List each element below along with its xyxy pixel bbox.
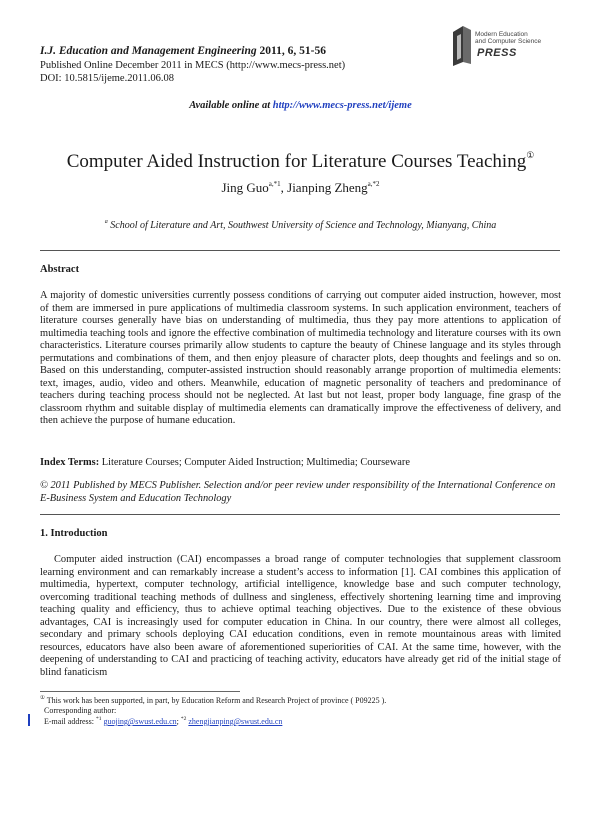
available-prefix: Available online at [189,100,271,111]
support-footnote [40,695,386,705]
author-name: Jing Guo [221,180,269,195]
email-link-1[interactable]: guojing@swust.edu.cn [103,717,177,726]
journal-header [40,45,326,57]
index-terms [40,457,561,470]
divider [40,514,560,515]
available-online [0,100,601,111]
abstract-text: A majority of domestic universities currently possess conditions of carrying out computer aided instruction, however, most of them are immersed in pure applications of multimedia classroom systems. In such application environment, teachers of literature courses generally have bias on understanding of multimedia, thus they pay more attentions to application of multimedia teaching tools and ignore the effective combination of multimedia technology and literature courses with its own characteristics. Literature courses primarily allow students to capture the beauty of Chinese language and its styles through permutations and combinations of them, and then enjoy pleasure of character plots, deep thoughts and feelings and so on. Based on this understanding, computer-assisted instruction should reasonably arrange proportion of multimedia elements: text, images, audio, video and others. Meanwhile, education of magnetic personality of teachers and predominance of teachers during teaching process should not be neglected. At last but not least, proper body language, fine grasp of the classroom rhythm and suitable display of multimedia elements can dramatically improve the effectiveness of delivery, and then achieve the purpose of humane education. [40,290,561,426]
logo-press: PRESS [477,47,517,59]
introduction-heading: 1. Introduction [40,528,108,539]
index-terms-text: Literature Courses; Computer Aided Instruction; Multimedia; Courseware [101,457,410,468]
divider [40,250,560,251]
affiliation-text: School of Literature and Art, Southwest University of Science and Technology, Mianyang, China [110,220,497,231]
email-line: E-mail address: $^{*1}$ guojing@swust.edu.cn; $^{*2}$ zhengjianping@swust.edu.cn [44,716,283,726]
title-text: Computer Aided Instruction for Literature Courses Teaching [66,151,527,172]
footnote-divider [40,691,240,692]
journal-volume: 2011, 6, 51-56 [259,45,326,57]
title-footnote-mark: ① [526,150,535,160]
logo-line-1: Modern Education [475,31,528,38]
copyright-notice: © 2011 Published by MECS Publisher. Selection and/or peer review under responsibility of the International Conference on E-Business System and Education Technology [40,480,556,504]
email2-sup: *2 [180,716,187,722]
support-mark: ① [40,695,45,701]
support-text: This work has been supported, in part, by Education Reform and Research Project of province ( P09225 ). [46,696,387,705]
journal-url-link[interactable]: http://www.mecs-press.net/ijeme [272,100,412,111]
affiliation [0,219,601,231]
doi-line: DOI: 10.5815/ijeme.2011.06.08 [40,73,175,84]
introduction-text: Computer aided instruction (CAI) encompasses a broad range of computer technologies that supplement classroom learning environment and can remarkably increase a student’s access to information [1]. CAI combines this application of multimedia, hypertext, computer technology, artificial intelligence, knowledge base and such computer technology, overcoming traditional teaching methods of dullness and singleness, effectively shortening learning time and improving teaching quality and efficiency, thus to achieve optimal teaching objectives. Due to the existence of these obvious advantages, CAI is increasingly used for computer education in China. In our country, there were almost all colleges, secondary and primary schools deploying CAI education conditions, even in remote mountainous areas with limited resources, educators have also been aware of aforementioned superiorities of CAI. At the same time, however, with the deepening of understanding to CAI and practicing of teaching activity, educators have already get rid of the initial stage of blind fanaticism [40,554,561,678]
author-name: Jianping Zheng [287,180,368,195]
index-terms-label: Index Terms: [40,457,100,468]
published-line: Published Online December 2011 in MECS (http://www.mecs-press.net) [40,60,346,71]
abstract-heading: Abstract [40,264,80,275]
email1-sup: *1 [95,716,102,722]
affiliation-sup: a [104,219,108,225]
journal-name: I.J. Education and Management Engineering [40,45,257,57]
book-icon [449,22,559,68]
paper-title [0,150,601,173]
email-label: E-mail address: [44,717,94,726]
author-sup: a,*2 [367,180,380,188]
author-sup: a,*1 [268,180,281,188]
corresponding-author: Corresponding author: [44,706,117,715]
email-link-2[interactable]: zhengjianping@swust.edu.cn [188,717,283,726]
logo-line-2: and Computer Science [475,38,542,45]
change-bar [28,714,30,726]
publisher-logo [449,22,559,68]
author-list: Jing Guo$^{a,*1}$, Jianping Zheng$^{a,*2}$ [221,180,380,195]
